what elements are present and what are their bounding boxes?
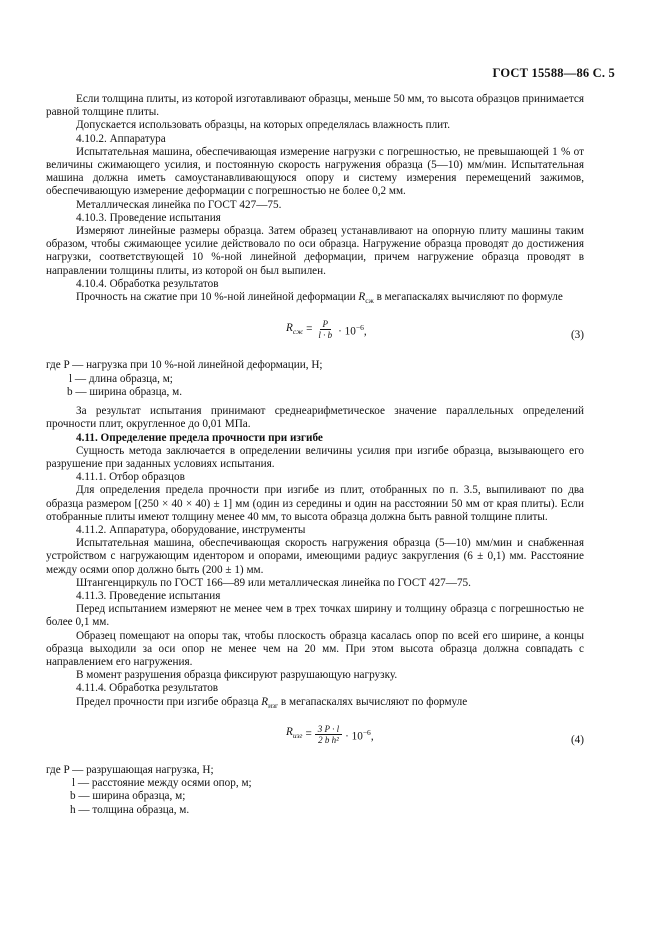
formula-equals: = bbox=[306, 323, 313, 336]
formula-fraction bbox=[315, 724, 342, 745]
paragraph: Штангенциркуль по ГОСТ 166—89 или металлическая линейка по ГОСТ 427—75. bbox=[76, 576, 471, 589]
formula-4 bbox=[46, 720, 584, 758]
paragraph: Перед испытанием измеряют не менее чем в трех точках ширину и толщину образца с погрешностью не более 0,1 мм. bbox=[46, 603, 584, 629]
paragraph: Измеряют линейные размеры образца. Затем образец устанавливают на опорную плиту машины таким образом, чтобы сжимающее усилие действовало по оси образца. Нагружение образца проводят до достижения нагрузки, соответствующей 10 %-ной линейной деформации, причем нагружение образца проводят в направлении толщины плиты, из которой он был выпилен. bbox=[46, 225, 584, 277]
formula-expression bbox=[286, 724, 374, 745]
section-heading: 4.10.2. Аппаратура bbox=[76, 132, 166, 145]
symbol: R bbox=[261, 695, 269, 708]
text-segment: Предел прочности при изгибе образца bbox=[76, 695, 259, 708]
formula-3 bbox=[46, 315, 584, 353]
formula-multiplier: · 10 bbox=[338, 325, 356, 338]
definition-line: где P — нагрузка при 10 %-ной линейной деформации, Н; bbox=[46, 359, 323, 372]
definition-line: где P — разрушающая нагрузка, Н; bbox=[46, 764, 214, 776]
formula-multiplier: · 10 bbox=[345, 730, 363, 743]
formula-fraction bbox=[315, 319, 335, 340]
formula-lhs: R bbox=[286, 726, 293, 739]
formula-lhs-subscript: сж bbox=[292, 327, 304, 336]
symbol: R bbox=[358, 291, 366, 304]
symbol-subscript: изг bbox=[268, 700, 279, 710]
paragraph: Если толщина плиты, из которой изготавливают образцы, меньше 50 мм, то высота образцов принимается равной толщине плиты. bbox=[46, 93, 584, 119]
fraction-denominator: 2 b h² bbox=[318, 735, 339, 745]
section-heading: 4.10.4. Обработка результатов bbox=[76, 277, 219, 290]
formula-comma: , bbox=[363, 325, 367, 338]
paragraph: Допускается использовать образцы, на которых определялась влажность плит. bbox=[76, 119, 450, 132]
paragraph: Для определения предела прочности при изгибе из плит, отобранных по п. 3.5, выпиливают по два образца размером [(250 × 40 × 40) ± 1] мм (один из середины и один на расстоянии 50 мм от края плиты). Если отобранные плиты имеют толщину менее 40 мм, то высота образца должна быть равной толщине плиты. bbox=[46, 484, 584, 523]
text-segment: Прочность на сжатие при 10 %-ной линейной деформации bbox=[76, 291, 356, 304]
definition-line: b — ширина образца, м; bbox=[70, 790, 186, 803]
formula-number: (3) bbox=[570, 329, 584, 342]
paragraph bbox=[46, 696, 584, 712]
paragraph bbox=[46, 291, 584, 307]
formula-exponent: −6 bbox=[355, 323, 364, 333]
formula-lhs: R bbox=[286, 321, 293, 334]
formula-definitions bbox=[46, 359, 584, 399]
definition-line: h — толщина образца, м. bbox=[70, 803, 190, 816]
paragraph: Образец помещают на опоры так, чтобы плоскость образца касалась опор по всей его ширине, а концы образца выходили за оси опор не менее чем на 20 мм. При этом высота образца должна совпадать с направлением его нагружения. bbox=[46, 629, 584, 668]
definition-line: l — расстояние между осями опор, м; bbox=[72, 777, 252, 790]
formula-expression bbox=[286, 319, 367, 340]
document-body bbox=[46, 93, 584, 817]
definition-line: l — длина образца, м; bbox=[69, 372, 173, 385]
fraction-denominator: l · b bbox=[318, 330, 333, 341]
section-heading: 4.11.3. Проведение испытания bbox=[76, 589, 221, 602]
formula-definitions bbox=[46, 764, 584, 817]
paragraph: В момент разрушения образца фиксируют разрушающую нагрузку. bbox=[76, 669, 398, 682]
section-heading: 4.11. Определение предела прочности при изгибе bbox=[76, 431, 323, 444]
section-heading: 4.11.1. Отбор образцов bbox=[76, 471, 185, 484]
page-header: ГОСТ 15588—86 С. 5 bbox=[492, 66, 615, 80]
paragraph: Испытательная машина, обеспечивающая измерение нагрузки с погрешностью, не превышающей 1 % от величины сжимающего усилия, и постоянную скорость нагружения образца (5—10) мм/мин. Испытательная машина должна иметь самоустанавливающуюся опору и систему измерения перемещений зажимов, обеспечивающую измерение деформации с погрешностью не более 0,2 мм. bbox=[46, 145, 584, 198]
paragraph: Металлическая линейка по ГОСТ 427—75. bbox=[76, 198, 282, 211]
text-segment: в мегапаскалях вычисляют по формуле bbox=[376, 291, 563, 304]
paragraph: Испытательная машина, обеспечивающая скорость нагружения образца (5—10) мм/мин и снабженная устройством с нагружающим идентором и опорами, имеющими радиус закругления (6 ± 0,1) мм. Расстояние между осями опор должно быть (200 ± 1) мм. bbox=[46, 537, 584, 576]
formula-exponent: −6 bbox=[362, 727, 371, 737]
formula-comma: , bbox=[370, 730, 374, 743]
text-segment: в мегапаскалях вычисляют по формуле bbox=[280, 695, 468, 708]
paragraph: За результат испытания принимают среднеарифметическое значение параллельных определений прочности плит, округленное до 0,01 МПа. bbox=[46, 405, 584, 431]
formula-lhs-subscript: изг bbox=[292, 731, 303, 741]
fraction-numerator: P bbox=[320, 319, 332, 330]
fraction-numerator: 3 P · l bbox=[315, 724, 342, 735]
section-heading: 4.11.4. Обработка результатов bbox=[76, 682, 219, 695]
definition-line: b — ширина образца, м. bbox=[67, 385, 182, 398]
paragraph: Сущность метода заключается в определении величины усилия при изгибе образца, вызывающего его разрушение при заданных условиях испытания. bbox=[46, 444, 584, 470]
formula-equals: = bbox=[305, 727, 312, 740]
formula-number: (4) bbox=[570, 734, 584, 746]
symbol-subscript: сж bbox=[365, 296, 374, 306]
section-heading: 4.11.2. Аппаратура, оборудование, инструменты bbox=[76, 523, 306, 536]
section-heading: 4.10.3. Проведение испытания bbox=[76, 211, 221, 224]
